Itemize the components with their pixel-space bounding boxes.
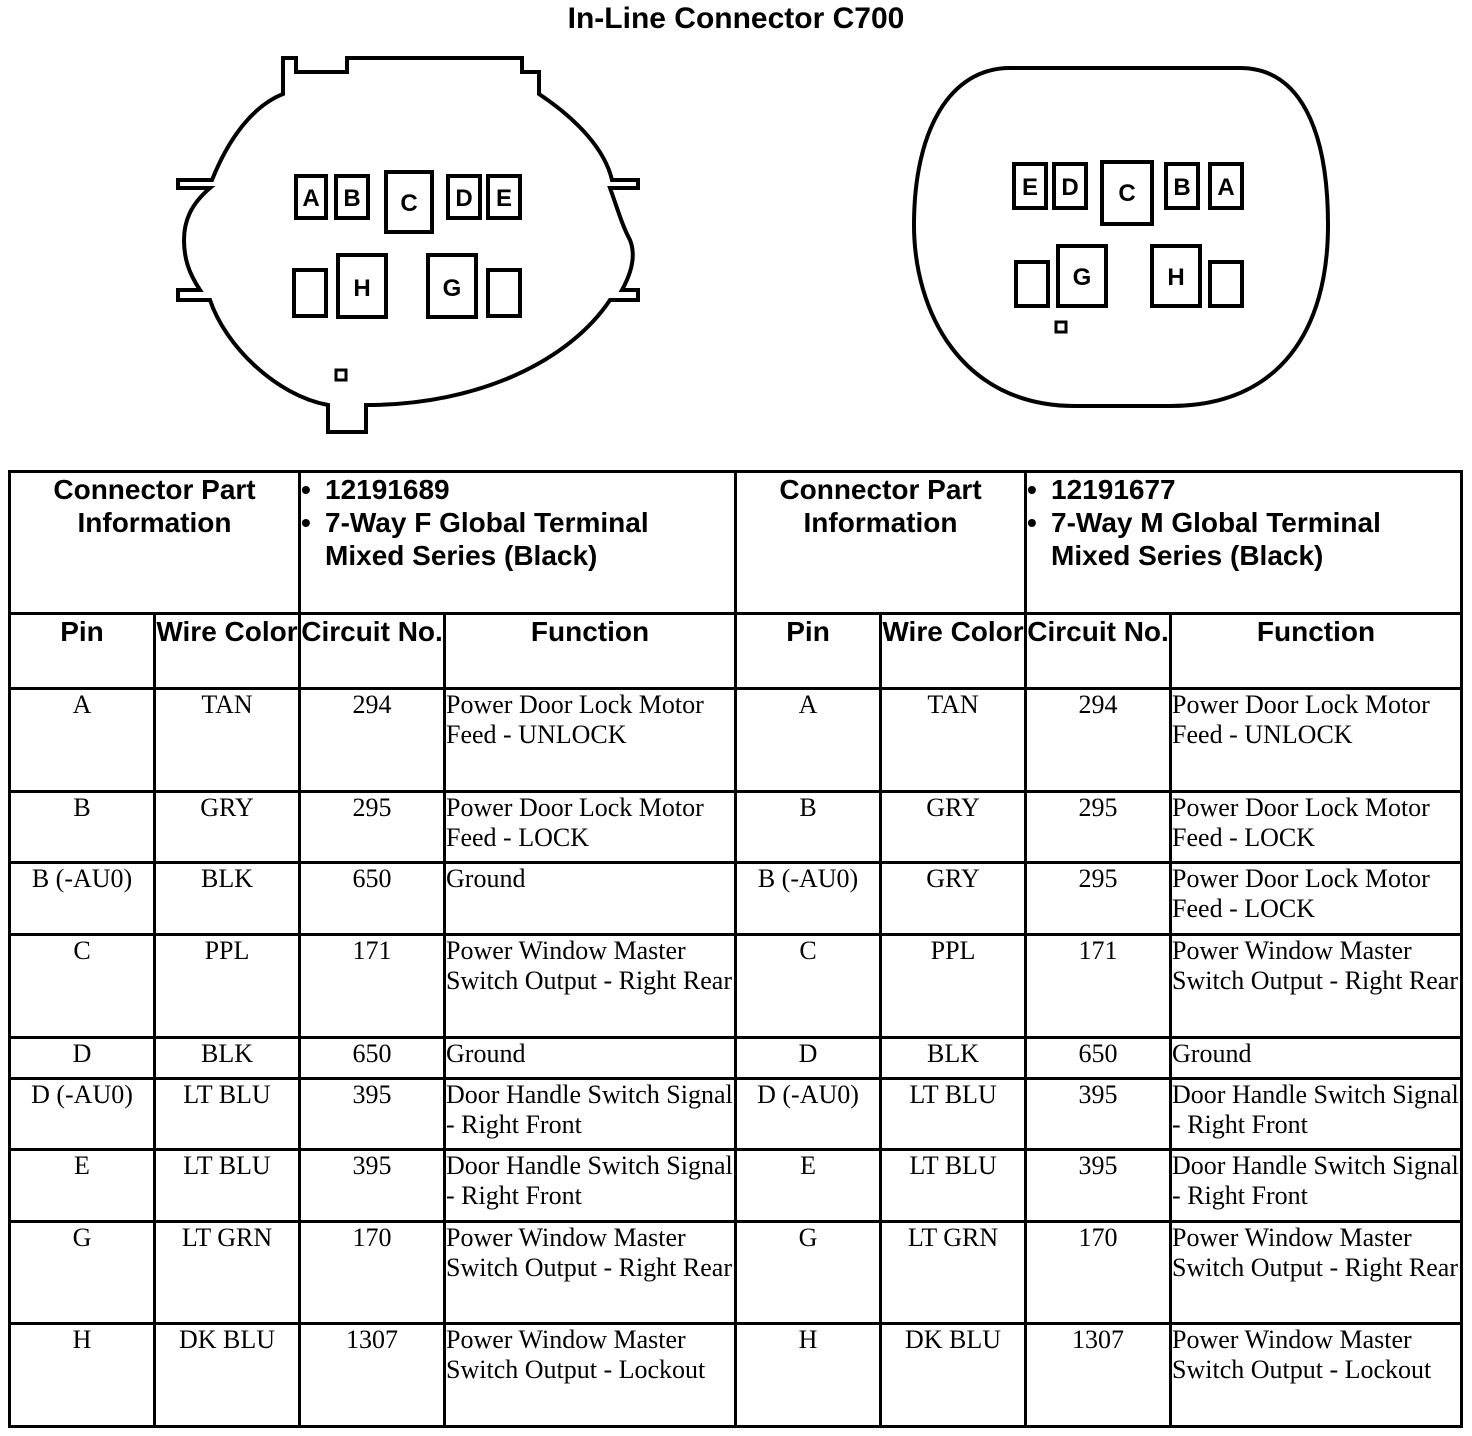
- cavity-empty-2: [488, 270, 520, 316]
- wire-color-cell: BLK: [881, 1037, 1026, 1078]
- cavity-label: A: [1217, 174, 1235, 201]
- wire-color-cell: BLK: [155, 1037, 300, 1078]
- diagram-title: In-Line Connector C700: [567, 2, 905, 35]
- circuit-cell: 170: [300, 1221, 445, 1324]
- cavity-label: E: [1021, 174, 1039, 201]
- table-row: [10, 1150, 1462, 1221]
- pin-cell: B (-AU0): [736, 863, 881, 934]
- function-cell: Door Handle Switch Signal - Right Front: [445, 1078, 736, 1149]
- header-wire-color: Wire Color: [155, 613, 300, 688]
- cavity-label: G: [1072, 264, 1092, 291]
- connector-part-info-label-left: Connector Part Information: [10, 472, 300, 614]
- circuit-cell: 294: [1026, 689, 1171, 792]
- circuit-cell: 171: [300, 934, 445, 1037]
- circuit-cell: 650: [1026, 1037, 1171, 1078]
- pin-cell: H: [10, 1324, 155, 1427]
- wire-color-cell: TAN: [155, 689, 300, 792]
- header-circuit: Circuit No.: [300, 613, 445, 688]
- table-row: [10, 934, 1462, 1037]
- circuit-cell: 650: [300, 1037, 445, 1078]
- cavity-empty-1: [294, 270, 326, 316]
- cavity-label: G: [442, 275, 462, 302]
- cavity-label: D: [455, 185, 473, 212]
- wire-color-cell: DK BLU: [155, 1324, 300, 1427]
- circuit-cell: 171: [1026, 934, 1171, 1037]
- wire-color-cell: LT BLU: [155, 1150, 300, 1221]
- circuit-cell: 395: [1026, 1078, 1171, 1149]
- cavity-empty-2: [1210, 262, 1242, 306]
- function-cell: Power Door Lock Motor Feed - LOCK: [1171, 792, 1462, 863]
- wire-color-cell: LT GRN: [881, 1221, 1026, 1324]
- circuit-cell: 650: [300, 863, 445, 934]
- pin-cell: A: [736, 689, 881, 792]
- pin-cell: D: [736, 1037, 881, 1078]
- cavity-label: C: [1118, 180, 1136, 207]
- cavity-label: E: [495, 185, 513, 212]
- circuit-cell: 395: [300, 1078, 445, 1149]
- wire-color-cell: TAN: [881, 689, 1026, 792]
- function-cell: Power Door Lock Motor Feed - UNLOCK: [445, 689, 736, 792]
- part-info-left: • 12191689 • 7-Way F Global Terminal Mixed Series (Black): [300, 472, 736, 614]
- circuit-cell: 294: [300, 689, 445, 792]
- pin-cell: D (-AU0): [10, 1078, 155, 1149]
- cavity-label: C: [400, 190, 418, 217]
- cavity-label: B: [343, 185, 361, 212]
- table-row: [10, 792, 1462, 863]
- part-number-right: 12191677: [1051, 474, 1176, 505]
- part-info-right: • 12191677 • 7-Way M Global Terminal Mixed Series (Black): [1026, 472, 1462, 614]
- wire-color-cell: PPL: [155, 934, 300, 1037]
- function-cell: Power Door Lock Motor Feed - LOCK: [1171, 863, 1462, 934]
- function-cell: Door Handle Switch Signal - Right Front: [1171, 1078, 1462, 1149]
- cavity-label: H: [353, 275, 371, 302]
- pin-cell: C: [10, 934, 155, 1037]
- connector-left-outline: [178, 58, 638, 432]
- connector-right-outline: [914, 68, 1328, 406]
- wire-color-cell: LT BLU: [155, 1078, 300, 1149]
- circuit-cell: 295: [1026, 863, 1171, 934]
- cavity-label: D: [1061, 174, 1079, 201]
- circuit-cell: 1307: [1026, 1324, 1171, 1427]
- pin-cell: E: [736, 1150, 881, 1221]
- function-cell: Power Window Master Switch Output - Right Rear: [1171, 1221, 1462, 1324]
- function-cell: Power Window Master Switch Output - Lockout: [445, 1324, 736, 1427]
- function-cell: Power Window Master Switch Output - Right Rear: [1171, 934, 1462, 1037]
- function-cell: Door Handle Switch Signal - Right Front: [445, 1150, 736, 1221]
- function-cell: Door Handle Switch Signal - Right Front: [1171, 1150, 1462, 1221]
- function-cell: Power Door Lock Motor Feed - UNLOCK: [1171, 689, 1462, 792]
- pin-cell: B: [736, 792, 881, 863]
- pin-cell: A: [10, 689, 155, 792]
- wire-color-cell: LT BLU: [881, 1078, 1026, 1149]
- function-cell: Ground: [445, 863, 736, 934]
- table-row: [10, 1037, 1462, 1078]
- part-description-right: 7-Way M Global Terminal Mixed Series (Black): [1051, 507, 1381, 571]
- pin-cell: G: [10, 1221, 155, 1324]
- table-row: [10, 1324, 1462, 1427]
- pin-cell: G: [736, 1221, 881, 1324]
- part-description-left: 7-Way F Global Terminal Mixed Series (Black): [325, 507, 649, 571]
- function-cell: Ground: [1171, 1037, 1462, 1078]
- function-cell: Power Window Master Switch Output - Right Rear: [445, 934, 736, 1037]
- function-cell: Ground: [445, 1037, 736, 1078]
- pin-cell: H: [736, 1324, 881, 1427]
- pin-cell: B: [10, 792, 155, 863]
- polarity-mark: [1056, 322, 1066, 332]
- wire-color-cell: GRY: [155, 792, 300, 863]
- circuit-cell: 395: [1026, 1150, 1171, 1221]
- pin-cell: E: [10, 1150, 155, 1221]
- circuit-cell: 395: [300, 1150, 445, 1221]
- cavity-label: B: [1173, 174, 1191, 201]
- wire-color-cell: BLK: [155, 863, 300, 934]
- header-function: Function: [445, 613, 736, 688]
- cavity-label: A: [302, 185, 320, 212]
- wire-color-cell: GRY: [881, 863, 1026, 934]
- wire-color-cell: DK BLU: [881, 1324, 1026, 1427]
- pin-cell: D (-AU0): [736, 1078, 881, 1149]
- table-row: [10, 689, 1462, 792]
- pinout-table: [8, 470, 1463, 1428]
- function-cell: Power Window Master Switch Output - Lockout: [1171, 1324, 1462, 1427]
- header-function: Function: [1171, 613, 1462, 688]
- wire-color-cell: PPL: [881, 934, 1026, 1037]
- pin-cell: B (-AU0): [10, 863, 155, 934]
- wire-color-cell: GRY: [881, 792, 1026, 863]
- column-header-row: [10, 613, 1462, 688]
- wire-color-cell: LT GRN: [155, 1221, 300, 1324]
- pin-cell: C: [736, 934, 881, 1037]
- pin-cell: D: [10, 1037, 155, 1078]
- table-row: [10, 1221, 1462, 1324]
- table-row: [10, 1078, 1462, 1149]
- cavity-empty-1: [1016, 262, 1048, 306]
- header-wire-color: Wire Color: [881, 613, 1026, 688]
- table-row: [10, 863, 1462, 934]
- function-cell: Power Door Lock Motor Feed - LOCK: [445, 792, 736, 863]
- connector-diagrams: [0, 0, 1472, 460]
- polarity-mark: [336, 370, 346, 380]
- connector-part-info-label-right: Connector Part Information: [736, 472, 1026, 614]
- circuit-cell: 1307: [300, 1324, 445, 1427]
- header-circuit: Circuit No.: [1026, 613, 1171, 688]
- part-info-row: [10, 472, 1462, 614]
- circuit-cell: 295: [300, 792, 445, 863]
- pinout-rows: [10, 689, 1462, 1427]
- header-pin: Pin: [10, 613, 155, 688]
- function-cell: Power Window Master Switch Output - Right Rear: [445, 1221, 736, 1324]
- wire-color-cell: LT BLU: [881, 1150, 1026, 1221]
- circuit-cell: 170: [1026, 1221, 1171, 1324]
- header-pin: Pin: [736, 613, 881, 688]
- circuit-cell: 295: [1026, 792, 1171, 863]
- cavity-label: H: [1167, 264, 1185, 291]
- part-number-left: 12191689: [325, 474, 450, 505]
